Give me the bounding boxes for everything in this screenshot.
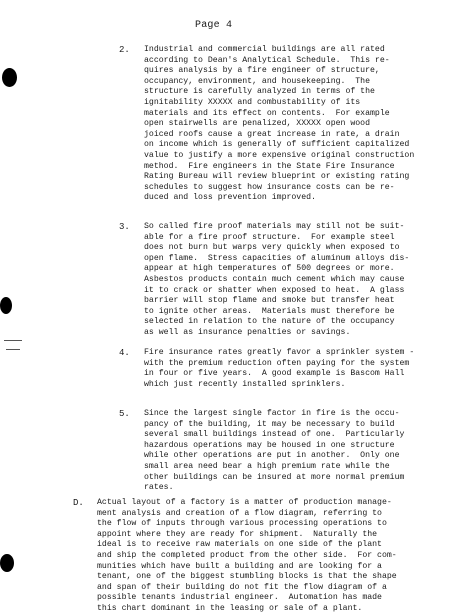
text-line: open stairwells are penalized, XXXXX open wood <box>144 119 371 129</box>
item-text <box>144 348 414 390</box>
text-line: as well as insurance penalties or savings. <box>144 327 351 337</box>
text-line: barrier will stop flame and smoke but transfer heat <box>144 296 395 306</box>
item-number: 4. <box>119 348 130 358</box>
text-line: ignitability XXXXX and combustability of its <box>144 97 361 107</box>
text-line: which just recently installed sprinklers. <box>144 379 346 389</box>
page-number: Page 4 <box>195 20 233 31</box>
text-line: several small buildings instead of one. Particularly <box>144 430 405 440</box>
text-line: tenant, one of the biggest stumbling blocks is that the shape <box>97 572 397 582</box>
item-number: 5. <box>119 409 130 419</box>
text-line: Actual layout of a factory is a matter of production manage- <box>97 498 392 507</box>
text-line: while other operations are put in another. Only one <box>144 451 400 461</box>
text-line: appoint where they are ready for shipment. Naturally the <box>97 529 378 539</box>
item-text <box>144 222 409 339</box>
text-line: and ship the completed product from the other side. For com- <box>97 550 397 560</box>
text-line: rates. <box>144 483 174 493</box>
text-line: quires analysis by a fire engineer of structure, <box>144 66 380 76</box>
binder-hole-top <box>2 68 17 87</box>
text-line: structure is carefully analyzed in terms of the <box>144 87 375 97</box>
text-line: value to justify a more expensive original construction <box>144 150 415 160</box>
text-line: this chart dominant in the leasing or sale of a plant. <box>97 603 363 613</box>
text-line: with the premium reduction often paying for the system <box>144 358 410 368</box>
item-text <box>144 45 414 204</box>
text-line: to ignite other areas. Materials must therefore be <box>144 306 395 316</box>
binder-hole-bottom <box>0 554 14 572</box>
text-line: Fire insurance rates greatly favor a sprinkler system - <box>144 348 415 357</box>
text-line: ideal is to receive raw materials on one side of the plant <box>97 540 382 550</box>
text-line: it to crack or shatter when exposed to heat. A glass <box>144 285 405 295</box>
text-line: according to Dean's Analytical Schedule. This re- <box>144 55 390 65</box>
binder-hole-middle <box>0 297 12 314</box>
text-line: schedules to suggest how insurance costs can be re- <box>144 182 395 192</box>
text-line: selected in relation to the nature of the occupancy <box>144 317 395 327</box>
text-line: hazardous operations may be housed in one structure <box>144 440 395 450</box>
item-number: 3. <box>119 222 130 232</box>
text-line: method. Fire engineers in the State Fire Insurance <box>144 161 395 171</box>
text-line: Asbestos products contain much cement which may cause <box>144 274 405 284</box>
text-line: on income which is generally of sufficient capitalized <box>144 140 410 150</box>
text-line: and span of their building do not fit the flow diagram of a <box>97 582 387 592</box>
section-text <box>97 498 397 615</box>
text-line: pancy of the building, it may be necessary to build <box>144 419 395 429</box>
text-line: able for a fire proof structure. For example steel <box>144 232 395 242</box>
text-line: the flow of inputs through various processing operations to <box>97 519 387 529</box>
text-line: small area need bear a high premium rate while the <box>144 461 390 471</box>
text-line: appear at high temperatures of 500 degrees or more. <box>144 264 395 274</box>
text-line: open flame. Stress capacities of aluminum alloys dis- <box>144 253 410 263</box>
text-line: possible tenants industrial engineer. Automation has made <box>97 593 382 603</box>
text-line: munities which have built a building and are looking for a <box>97 561 382 571</box>
text-line: So called fire proof materials may still not be suit- <box>144 222 405 231</box>
item-text <box>144 409 404 494</box>
text-line: Since the largest single factor in fire is the occu- <box>144 409 400 418</box>
section-letter: D. <box>73 498 84 508</box>
margin-mark <box>6 349 20 350</box>
text-line: materials and its effect on contents. For example <box>144 108 390 118</box>
text-line: other buildings can be insured at more normal premium <box>144 472 405 482</box>
text-line: occupancy, environment, and housekeeping. The <box>144 76 371 86</box>
margin-mark <box>4 340 22 341</box>
text-line: does not burn but warps very quickly when exposed to <box>144 243 400 253</box>
text-line: joiced roofs cause a great increase in rate, a drain <box>144 129 400 139</box>
text-line: Industrial and commercial buildings are all rated <box>144 45 385 54</box>
text-line: ment analysis and creation of a flow diagram, referring to <box>97 508 382 518</box>
text-line: duced and loss prevention improved. <box>144 193 316 203</box>
text-line: Rating Bureau will review blueprint or existing rating <box>144 172 410 182</box>
item-number: 2. <box>119 45 130 55</box>
text-line: in four or five years. A good example is Bascom Hall <box>144 369 405 379</box>
